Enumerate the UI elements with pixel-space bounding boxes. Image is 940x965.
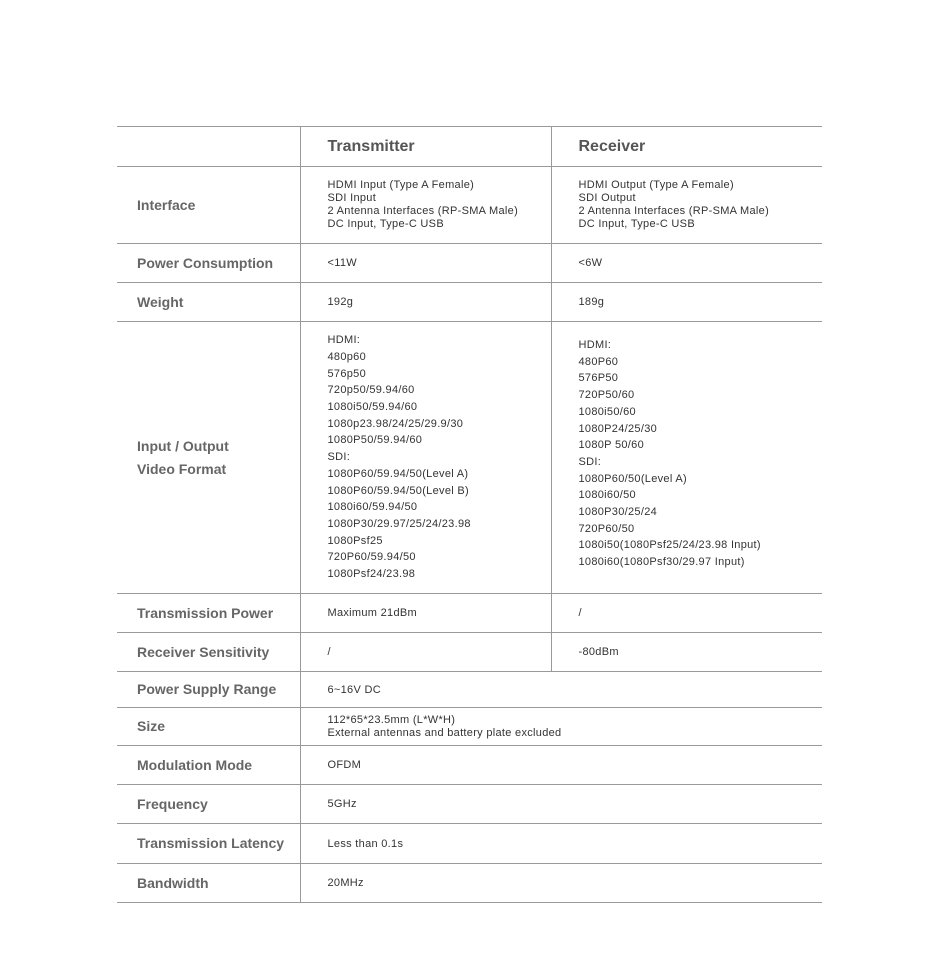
spec-row-frequency: [117, 785, 822, 824]
spec-row-bandwidth: [117, 864, 822, 903]
value-line: /: [578, 607, 582, 619]
value-line: <6W: [578, 257, 603, 269]
value-line: 576P50: [578, 372, 619, 385]
shared-value: [300, 824, 822, 864]
value-line: 1080Psf25: [327, 534, 383, 547]
value-line: 1080P50/59.94/60: [327, 434, 423, 447]
value-line: 1080i60/59.94/50: [327, 501, 418, 514]
spec-row-interface: [117, 167, 822, 244]
row-label: [117, 167, 300, 244]
spec-row-modulation-mode: [117, 746, 822, 785]
shared-value: [300, 785, 822, 824]
row-label: [117, 633, 300, 672]
value-line: 1080p23.98/24/25/29.9/30: [327, 417, 464, 430]
value-line: HDMI Input (Type A Female): [327, 179, 475, 191]
value-line: Less than 0.1s: [327, 837, 404, 850]
value-line: HDMI:: [327, 334, 361, 347]
shared-value: [300, 708, 822, 746]
value-line: 1080i50/59.94/60: [327, 401, 418, 414]
value-line: 1080Psf24/23.98: [327, 568, 416, 581]
value-line: DC Input, Type-C USB: [578, 218, 695, 230]
value-line: DC Input, Type-C USB: [327, 218, 444, 230]
row-label: [117, 244, 300, 283]
value-line: 2 Antenna Interfaces (RP-SMA Male): [327, 205, 519, 217]
receiver-value: [551, 322, 822, 594]
row-label: [117, 708, 300, 746]
transmitter-value: [300, 283, 551, 322]
row-label: [117, 824, 300, 864]
value-line: -80dBm: [578, 646, 619, 658]
value-line: SDI Input: [327, 192, 377, 204]
row-label-line: Weight: [137, 293, 184, 310]
transmitter-value: [300, 167, 551, 244]
receiver-value: [551, 633, 822, 672]
row-label-line: Size: [137, 718, 166, 734]
row-label-line: Interface: [137, 196, 196, 213]
row-label-line: Bandwidth: [137, 874, 209, 891]
shared-value: [300, 746, 822, 785]
header-receiver: Receiver: [551, 127, 822, 167]
row-label: [117, 746, 300, 785]
shared-value: [300, 672, 822, 708]
value-line: 6~16V DC: [327, 683, 381, 696]
value-line: 720P60/59.94/50: [327, 551, 416, 564]
value-line: 1080i60(1080Psf30/29.97 Input): [578, 556, 745, 569]
value-line: OFDM: [327, 759, 362, 771]
value-line: 720p50/59.94/60: [327, 384, 415, 397]
row-label: [117, 322, 300, 594]
transmitter-value: [300, 244, 551, 283]
spec-row-weight: [117, 283, 822, 322]
value-line: External antennas and battery plate excluded: [327, 726, 562, 739]
row-label-line: Video Format: [137, 460, 227, 477]
value-line: 1080P30/29.97/25/24/23.98: [327, 517, 471, 530]
value-line: 1080P 50/60: [578, 439, 644, 452]
receiver-value: [551, 167, 822, 244]
value-line: 720P50/60: [578, 389, 635, 402]
value-line: <11W: [327, 257, 357, 269]
row-label-line: Power Supply Range: [137, 681, 277, 697]
value-line: 1080P24/25/30: [578, 422, 658, 435]
row-label-line: Power Consumption: [137, 254, 274, 271]
value-line: HDMI Output (Type A Female): [578, 179, 734, 191]
value-line: 720P60/50: [578, 522, 635, 535]
value-line: 20MHz: [327, 877, 364, 889]
value-line: 192g: [327, 296, 354, 308]
spec-row-transmission-power: [117, 594, 822, 633]
row-label-line: Transmission Latency: [137, 835, 285, 851]
row-label: [117, 594, 300, 633]
transmitter-value: [300, 633, 551, 672]
header-row: [117, 127, 822, 167]
value-line: 2 Antenna Interfaces (RP-SMA Male): [578, 205, 770, 217]
value-line: 112*65*23.5mm (L*W*H): [327, 713, 456, 726]
row-label-line: Input / Output: [137, 437, 229, 454]
transmitter-value: [300, 322, 551, 594]
header-transmitter: Transmitter: [300, 127, 551, 167]
spec-row-power-supply-range: [117, 672, 822, 708]
value-line: 480p60: [327, 350, 367, 363]
shared-value: [300, 864, 822, 903]
spec-table: [117, 126, 822, 903]
value-line: 480P60: [578, 355, 619, 368]
row-label-line: Frequency: [137, 795, 208, 812]
value-line: 1080i60/50: [578, 489, 636, 502]
row-label-line: Modulation Mode: [137, 756, 253, 773]
receiver-value: [551, 594, 822, 633]
value-line: 1080P30/25/24: [578, 506, 658, 519]
spec-row-video-format: [117, 322, 822, 594]
value-line: 5GHz: [327, 798, 357, 810]
row-label: [117, 864, 300, 903]
spec-row-receiver-sensitivity: [117, 633, 822, 672]
value-line: HDMI:: [578, 339, 612, 351]
value-line: 1080P60/50(Level A): [578, 472, 687, 485]
value-line: SDI:: [327, 451, 351, 464]
row-label-line: Transmission Power: [137, 604, 274, 621]
value-line: 576p50: [327, 367, 367, 380]
row-label: [117, 283, 300, 322]
value-line: 1080P60/59.94/50(Level A): [327, 467, 469, 480]
value-line: 1080P60/59.94/50(Level B): [327, 484, 469, 497]
value-line: 1080i50(1080Psf25/24/23.98 Input): [578, 539, 761, 552]
transmitter-value: [300, 594, 551, 633]
row-label-line: Receiver Sensitivity: [137, 643, 270, 660]
receiver-value: [551, 244, 822, 283]
value-line: Maximum 21dBm: [327, 607, 417, 619]
row-label: [117, 785, 300, 824]
value-line: 189g: [578, 296, 605, 308]
row-label: [117, 672, 300, 708]
value-line: SDI Output: [578, 192, 636, 204]
spec-row-power-consumption: [117, 244, 822, 283]
spec-row-size: [117, 708, 822, 746]
value-line: /: [327, 646, 331, 658]
header-label-cell: [117, 127, 300, 167]
receiver-value: [551, 283, 822, 322]
value-line: SDI:: [578, 455, 602, 468]
value-line: 1080i50/60: [578, 405, 636, 418]
spec-row-transmission-latency: [117, 824, 822, 864]
